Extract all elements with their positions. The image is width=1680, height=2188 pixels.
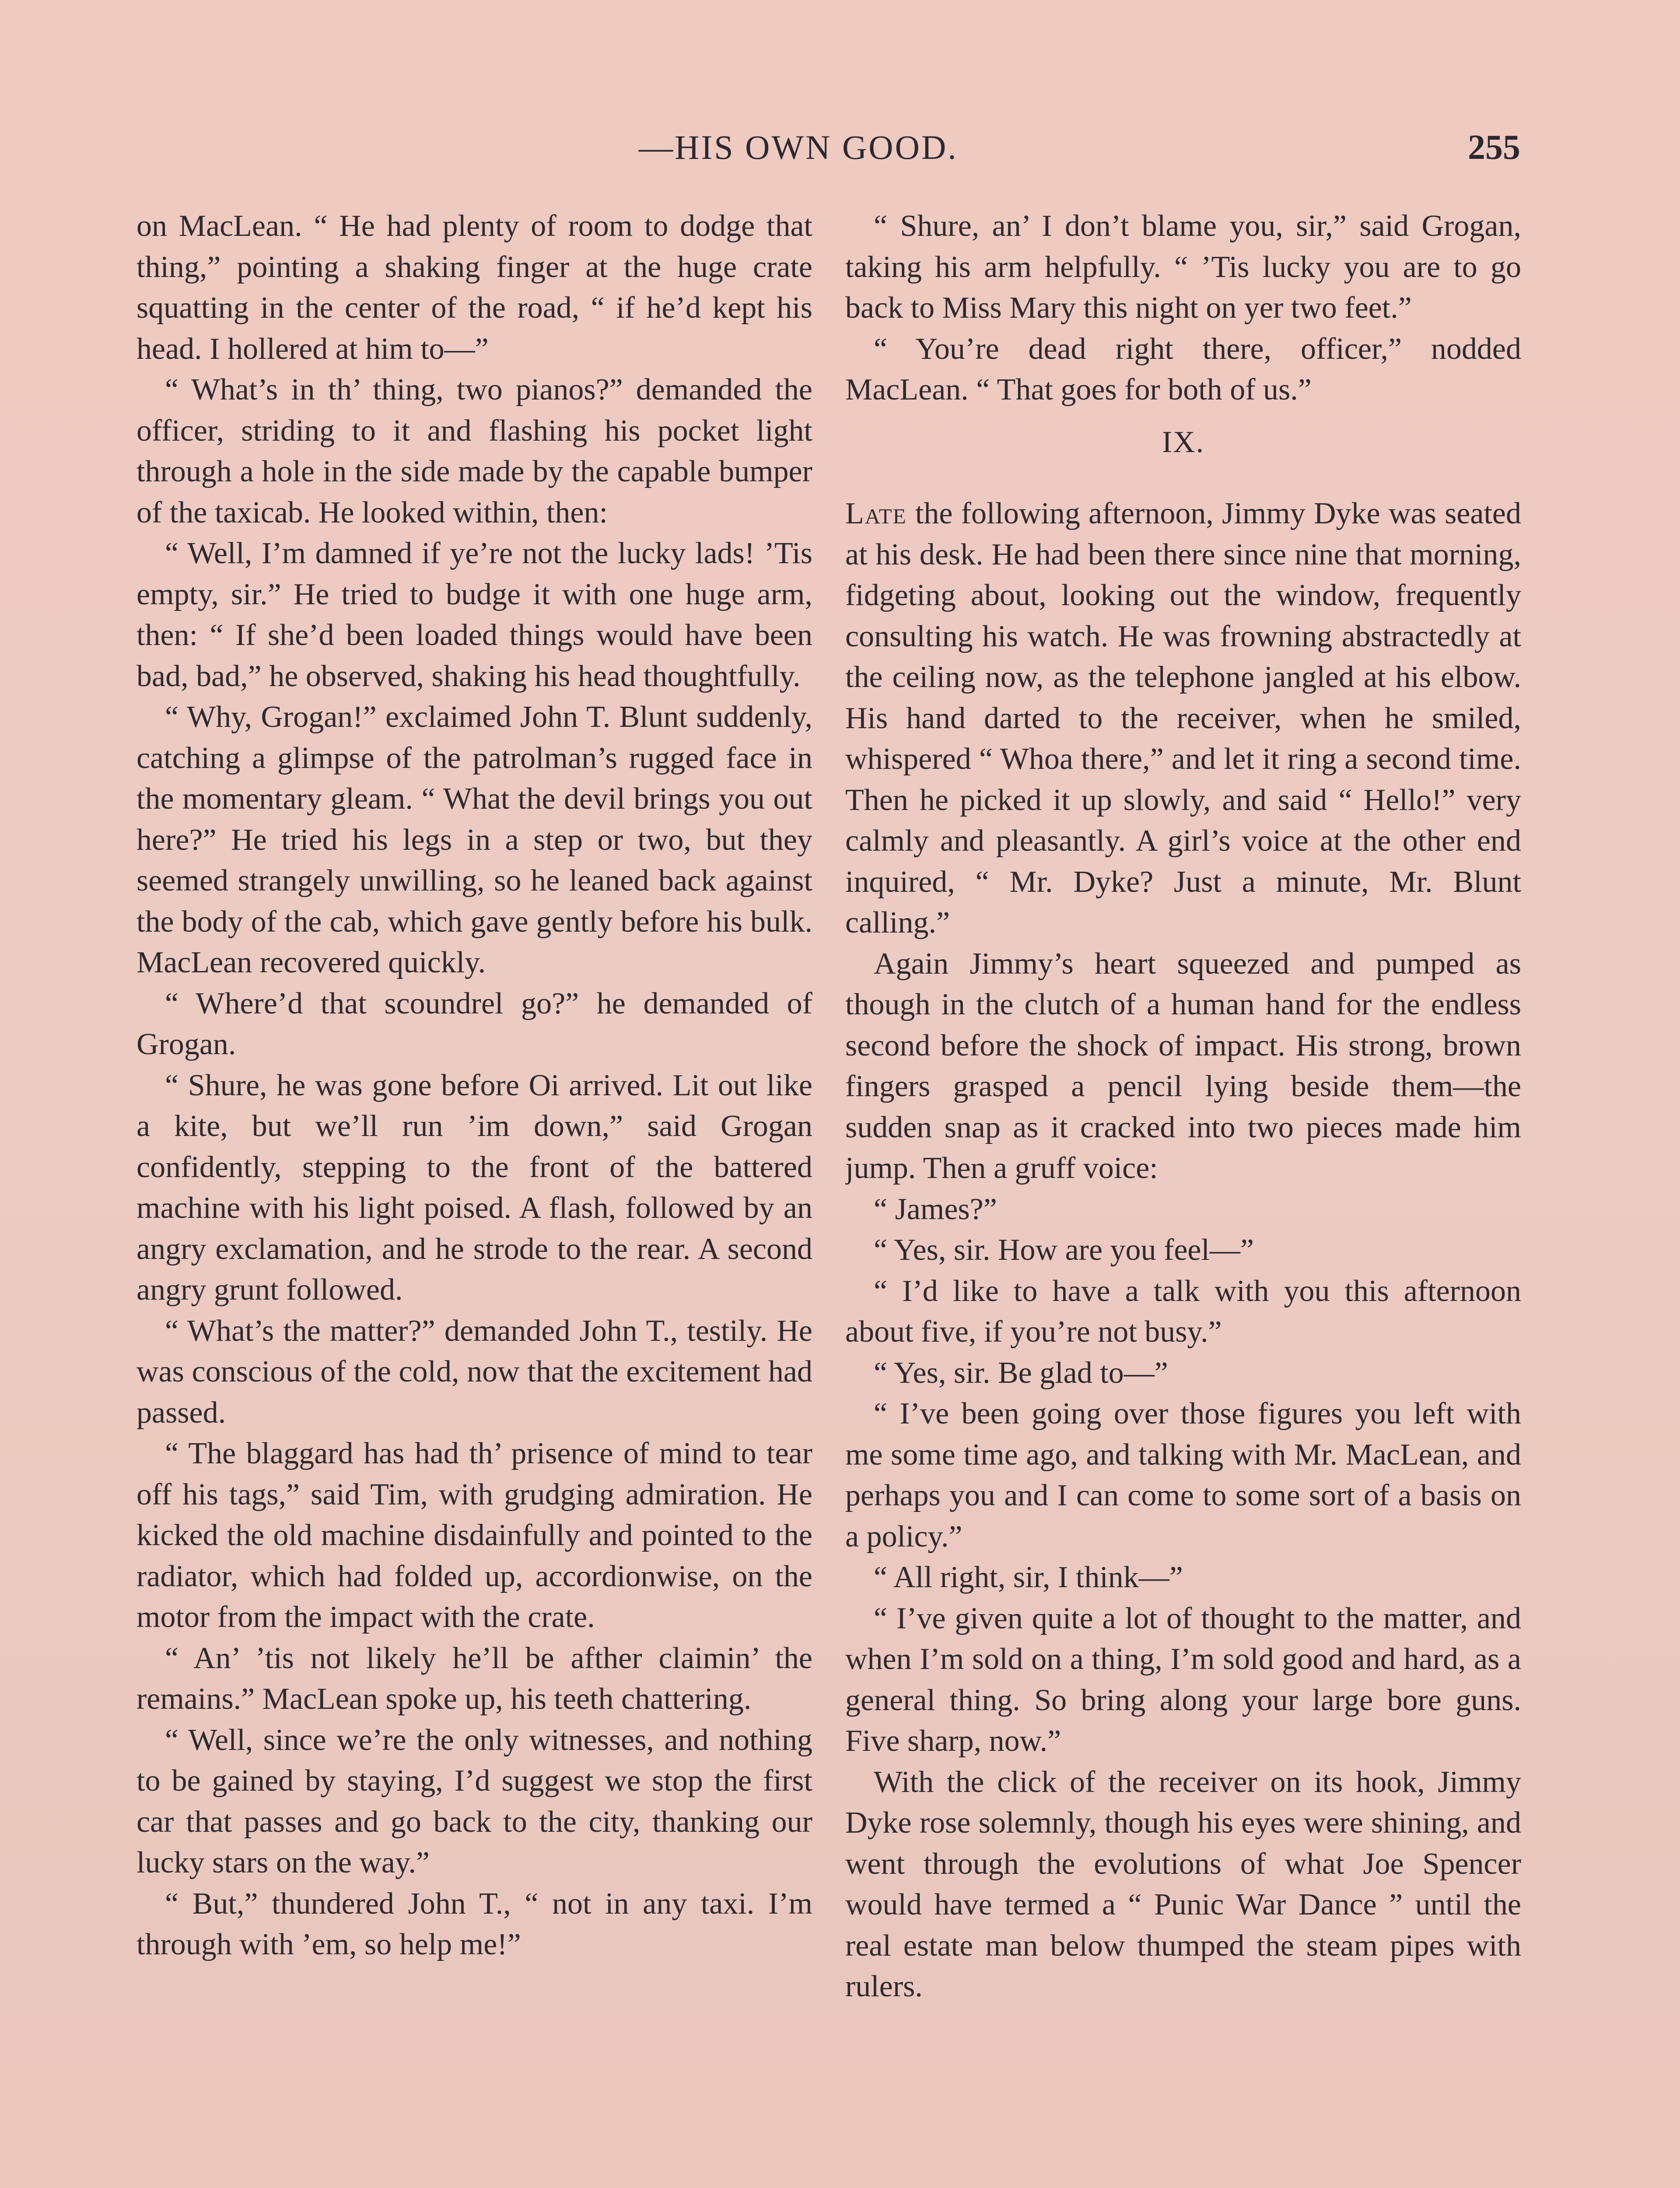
paragraph: “ What’s in th’ thing, two pianos?” demanded the officer, striding to it and flashing his pocket light through a hole in the side made by the capable bumper of the taxicab. He looked within, then: [136,373,812,529]
paragraph: “ But,” thundered John T., “ not in any taxi. I’m through with ’em, so help me!” [136,1886,812,1961]
left-column [136,206,812,2188]
paragraph: “ An’ ’tis not likely he’ll be afther claimin’ the remains.” MacLean spoke up, his teeth chattering. [136,1641,812,1716]
opening-paragraph-text: the following afternoon, Jimmy Dyke was seated at his desk. He had been there since nine that morning, fidgeting about, looking out the window, frequently consulting his watch. He was frowning abstractedly at the ceiling now, as the telephone jangled at his elbow. His hand darted to the receiver, when he smiled, whispered “ Whoa there,” and let it ring a second time. Then he picked it up slowly, and said “ Hello!” very calmly and pleasantly. A girl’s voice at the other end inquired, “ Mr. Dyke? Just a minute, Mr. Blunt calling.” [845,497,1521,940]
page-number: 255 [1468,128,1520,167]
paragraph: “ James?” [874,1192,997,1226]
paragraph: “ Shure, he was gone before Oi arrived. Lit out like a kite, but we’ll run ’im down,” said Grogan confidently, stepping to the front of the battered machine with his light poised. A flash, followed by an angry exclamation, and he strode to the rear. A second angry grunt followed. [136,1068,812,1307]
chapter-opening-paragraph [845,493,1521,943]
paragraph: “ I’ve been going over those figures you left with me some time ago, and talking with Mr. MacLean, and perhaps you and I can come to some sort of a basis on a policy.” [845,1397,1521,1553]
running-head: —HIS OWN GOOD. [639,128,958,166]
paragraph: “ Why, Grogan!” exclaimed John T. Blunt suddenly, catching a glimpse of the patrolman’s rugged face in the momentary gleam. “ What the devil brings you out here?” He tried his legs in a step or two, but they seemed strangely unwilling, so he leaned back against the body of the cab, which gave gently before his bulk. MacLean recovered quickly. [136,700,812,979]
page-header [0,128,1680,176]
paragraph: “ I’ve given quite a lot of thought to the matter, and when I’m sold on a thing, I’m sold good and hard, as a general thing. So bring along your large bore guns. Five sharp, now.” [845,1601,1521,1758]
paragraph: With the click of the receiver on its hook, Jimmy Dyke rose solemnly, though his eyes were shining, and went through the evolutions of what Joe Spencer would have termed a “ Punic War Dance ” until the real estate man below thumped the steam pipes with rulers. [845,1765,1521,2003]
paragraph: “ I’d like to have a talk with you this afternoon about five, if you’re not busy.” [845,1274,1521,1349]
right-column [845,206,1521,2188]
paragraph: “ Where’d that scoundrel go?” he demanded of Grogan. [136,986,812,1061]
paragraph: “ What’s the matter?” demanded John T., testily. He was conscious of the cold, now that the excitement had passed. [136,1314,812,1430]
paragraph: “ All right, sir, I think—” [874,1560,1183,1594]
paragraph: “ Shure, an’ I don’t blame you, sir,” said Grogan, taking his arm helpfully. “ ’Tis lucky you are to go back to Miss Mary this night on yer two feet.” [845,209,1521,325]
paragraph: “ You’re dead right there, officer,” nodded MacLean. “ That goes for both of us.” [845,332,1521,407]
paragraph: “ Yes, sir. Be glad to—” [874,1356,1168,1390]
paragraph: “ Yes, sir. How are you feel—” [874,1233,1254,1267]
paragraph: on MacLean. “ He had plenty of room to dodge that thing,” pointing a shaking finger at the huge crate squatting in the center of the road, “ if he’d kept his head. I hollered at him to—” [136,209,812,366]
paragraph: “ Well, since we’re the only witnesses, and nothing to be gained by staying, I’d suggest we stop the first car that passes and go back to the city, thanking our lucky stars on the way.” [136,1723,812,1879]
paragraph: “ Well, I’m damned if ye’re not the lucky lads! ’Tis empty, sir.” He tried to budge it with one huge arm, then: “ If she’d been loaded things would have been bad, bad,” he observed, shaking his head thoughtfully. [136,536,812,693]
paragraph: Again Jimmy’s heart squeezed and pumped as though in the clutch of a human hand for the endless second before the shock of impact. His strong, brown fingers grasped a pencil lying beside them—the sudden snap as it cracked into two pieces made him jump. Then a gruff voice: [845,947,1521,1185]
chapter-heading: IX. [1162,425,1205,459]
opening-word: Late [845,497,907,530]
paragraph: “ The blaggard has had th’ prisence of mind to tear off his tags,” said Tim, with grudging admiration. He kicked the old machine disdainfully and pointed to the radiator, which had folded up, accordionwise, on the motor from the impact with the crate. [136,1437,812,1634]
